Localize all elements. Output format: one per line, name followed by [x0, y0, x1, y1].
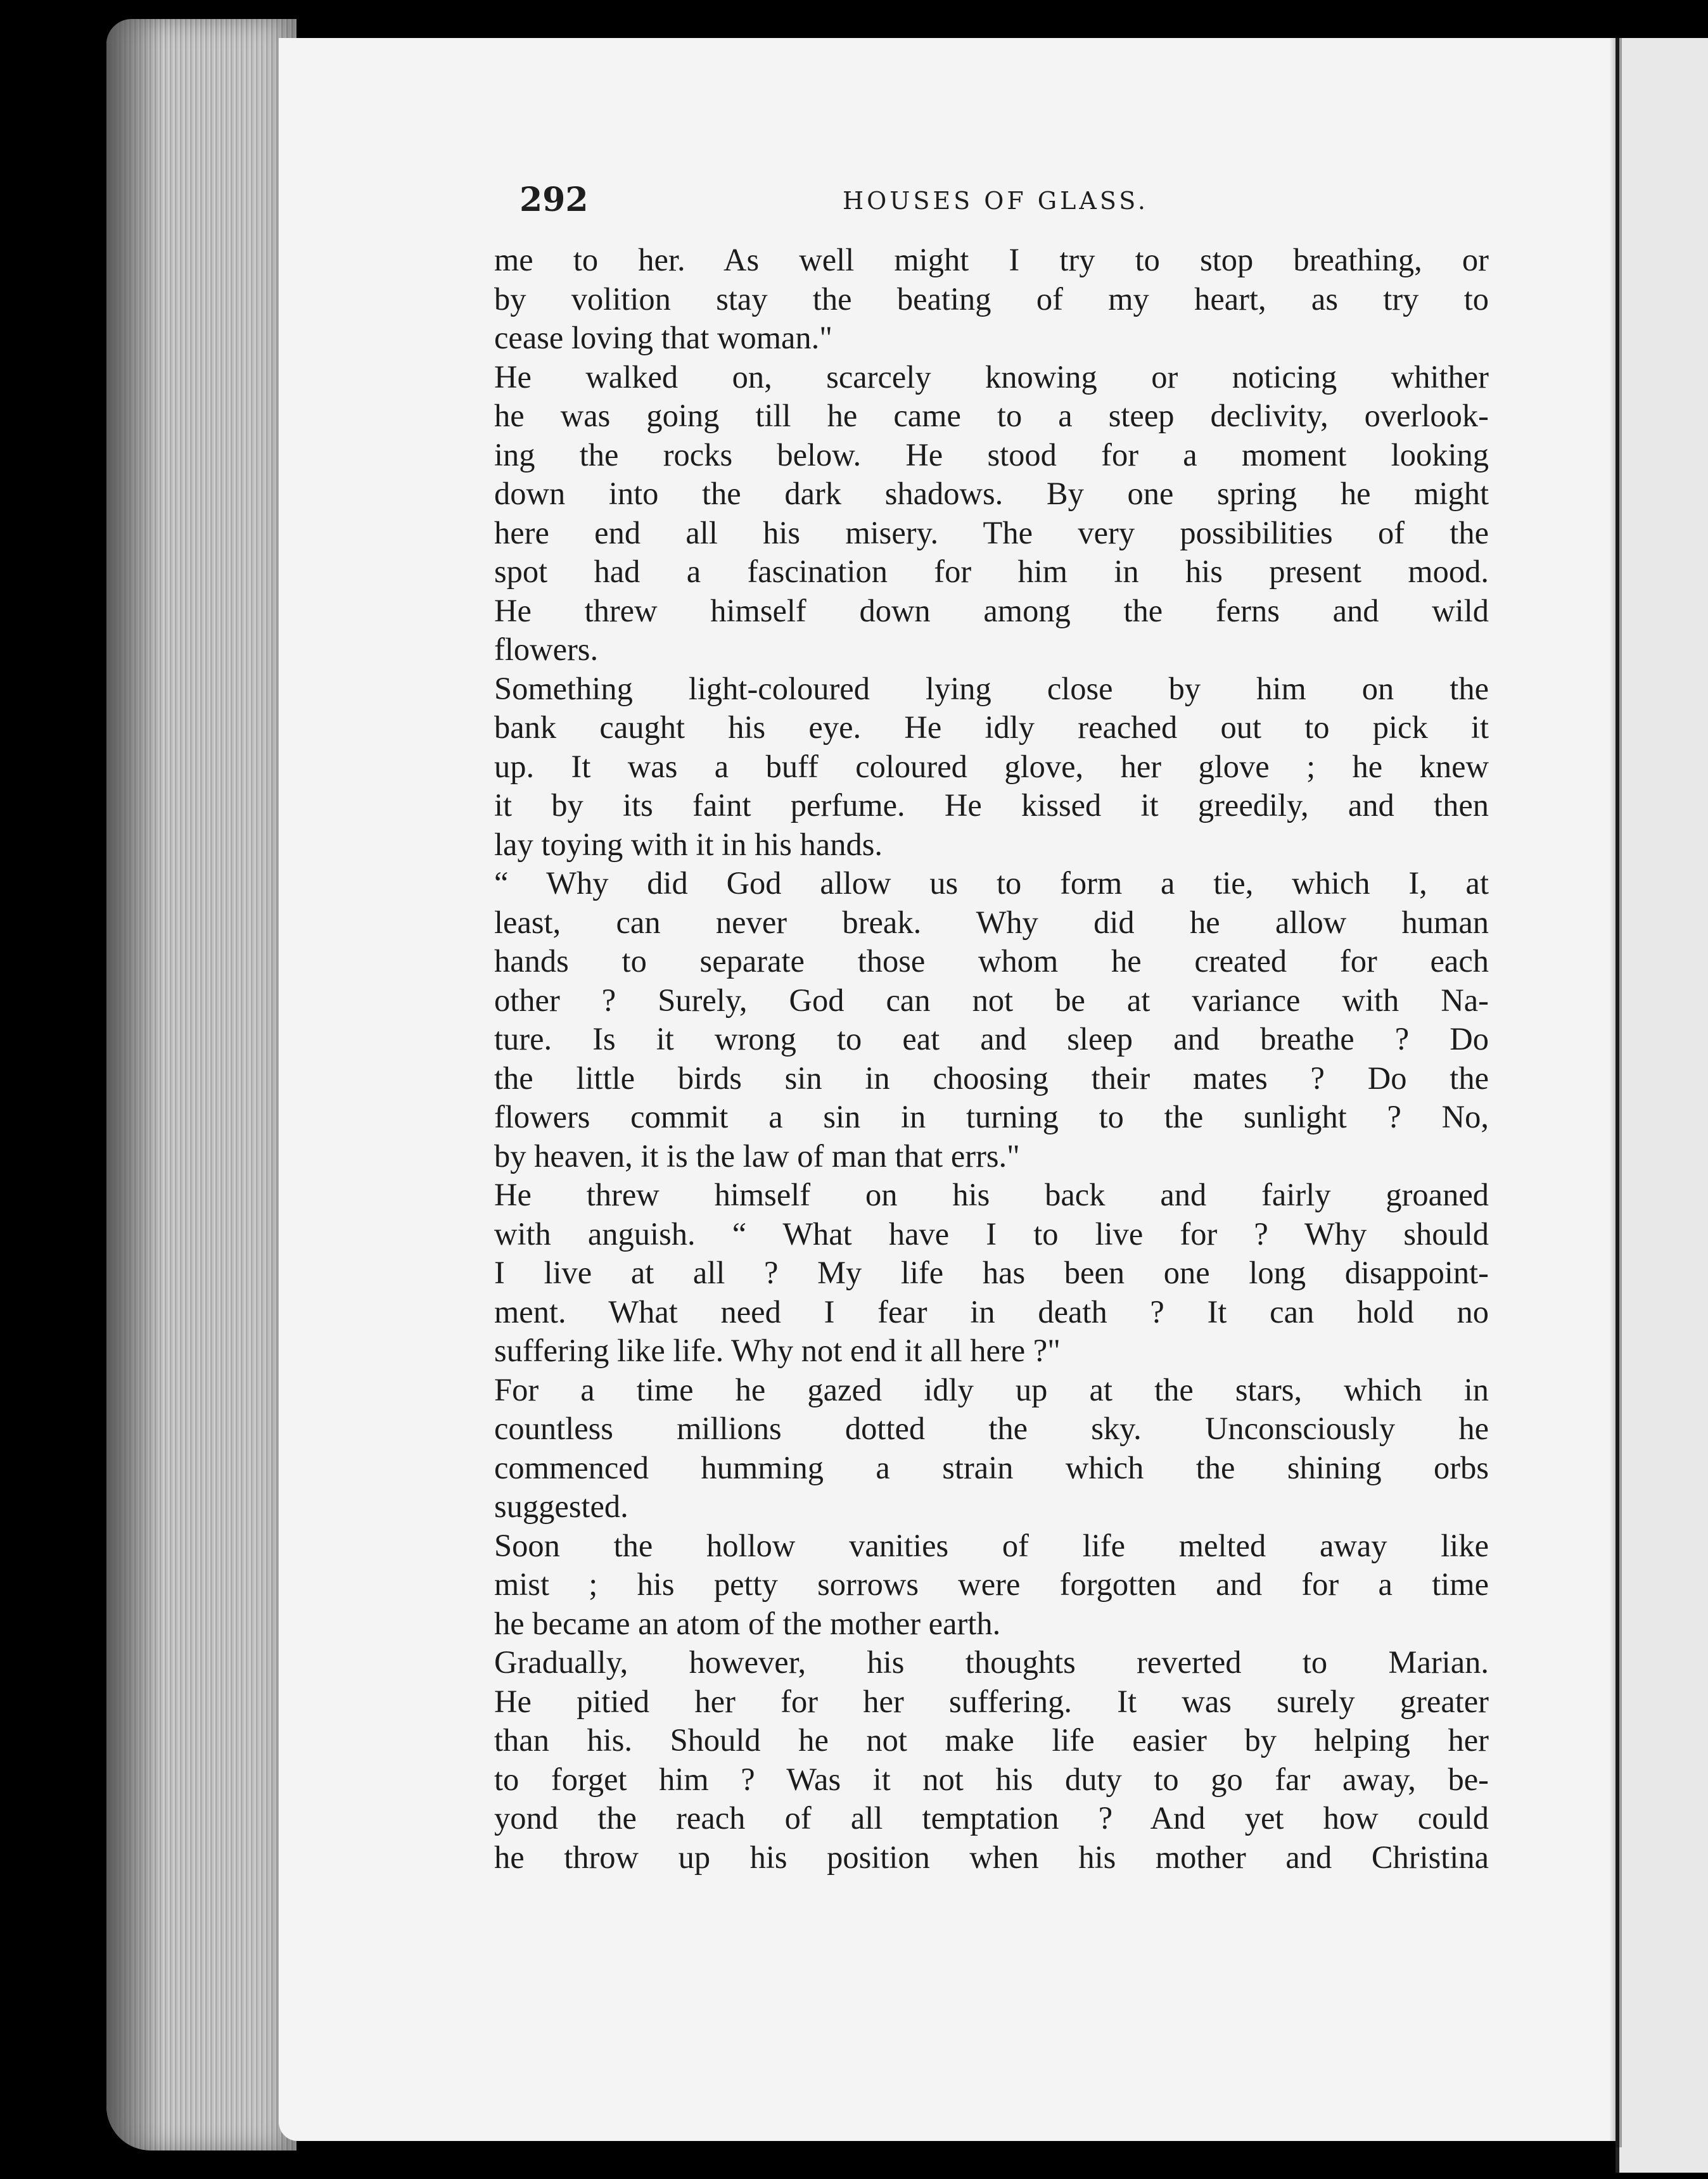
text-line: ing the rocks below. He stood for a moment looking	[494, 436, 1489, 473]
text-line: bank caught his eye. He idly reached out to pick it	[494, 709, 1489, 745]
body-text	[494, 241, 1489, 1877]
text-line: than his. Should he not make life easier by helping her	[494, 1722, 1489, 1758]
text-line: he became an atom of the mother earth.	[494, 1605, 1001, 1641]
text-line: flowers.	[494, 632, 599, 667]
text-line: up. It was a buff coloured glove, her glove ; he knew	[494, 748, 1489, 784]
text-line: least, can never break. Why did he allow human	[494, 904, 1489, 940]
text-line: countless millions dotted the sky. Unconsciously he	[494, 1411, 1489, 1446]
text-line: He threw himself down among the ferns and wild	[494, 592, 1489, 628]
text-line: by volition stay the beating of my heart, as try to	[494, 281, 1489, 317]
text-line: other ? Surely, God can not be at variance with Na-	[494, 982, 1489, 1018]
text-line: hands to separate those whom he created for each	[494, 943, 1489, 979]
text-line: I live at all ? My life has been one long disappoint-	[494, 1255, 1489, 1290]
text-line: Something light-coloured lying close by him on the	[494, 670, 1489, 706]
running-title: HOUSES OF GLASS.	[843, 187, 1149, 215]
text-line: For a time he gazed idly up at the stars, which in	[494, 1371, 1489, 1407]
text-line: ture. Is it wrong to eat and sleep and breathe ? Do	[494, 1021, 1489, 1057]
text-line: Soon the hollow vanities of life melted away like	[494, 1527, 1489, 1563]
text-line: commenced humming a strain which the shining orbs	[494, 1449, 1489, 1485]
text-line: to forget him ? Was it not his duty to go far away, be-	[494, 1761, 1489, 1797]
text-line: suggested.	[494, 1489, 628, 1524]
text-line: with anguish. “ What have I to live for ? Why should	[494, 1216, 1489, 1252]
text-line: “ Why did God allow us to form a tie, which I, at	[494, 865, 1489, 901]
text-line: he throw up his position when his mother and Christina	[494, 1839, 1489, 1875]
book-page-edges	[106, 19, 296, 2150]
text-line: mist ; his petty sorrows were forgotten and for a time	[494, 1566, 1489, 1602]
page-number: 292	[519, 181, 589, 219]
text-line: yond the reach of all temptation ? And yet how could	[494, 1800, 1489, 1836]
text-line: cease loving that woman."	[494, 320, 832, 355]
text-line: by heaven, it is the law of man that errs."	[494, 1138, 1020, 1174]
facing-page-edge	[1616, 38, 1708, 2173]
text-line: the little birds sin in choosing their mates ? Do the	[494, 1060, 1489, 1096]
page-header	[519, 181, 1191, 221]
text-line: He threw himself on his back and fairly groaned	[494, 1177, 1489, 1212]
text-line: here end all his misery. The very possibilities of the	[494, 514, 1489, 550]
text-line: he was going till he came to a steep declivity, overlook-	[494, 398, 1489, 433]
text-line: suffering like life. Why not end it all here ?"	[494, 1333, 1061, 1368]
text-line: down into the dark shadows. By one spring he might	[494, 476, 1489, 511]
text-line: me to her. As well might I try to stop breathing, or	[494, 242, 1489, 277]
gutter-shadow	[1609, 38, 1622, 2147]
text-line: flowers commit a sin in turning to the sunlight ? No,	[494, 1099, 1489, 1134]
text-line: Gradually, however, his thoughts reverted to Marian.	[494, 1644, 1489, 1680]
text-line: ment. What need I fear in death ? It can hold no	[494, 1293, 1489, 1330]
text-line: lay toying with it in his hands.	[494, 826, 883, 862]
text-line: spot had a fascination for him in his present mood.	[494, 554, 1489, 589]
text-line: it by its faint perfume. He kissed it greedily, and then	[494, 787, 1489, 823]
text-line: He walked on, scarcely knowing or noticing whither	[494, 359, 1489, 395]
text-line: He pitied her for her suffering. It was surely greater	[494, 1683, 1489, 1719]
